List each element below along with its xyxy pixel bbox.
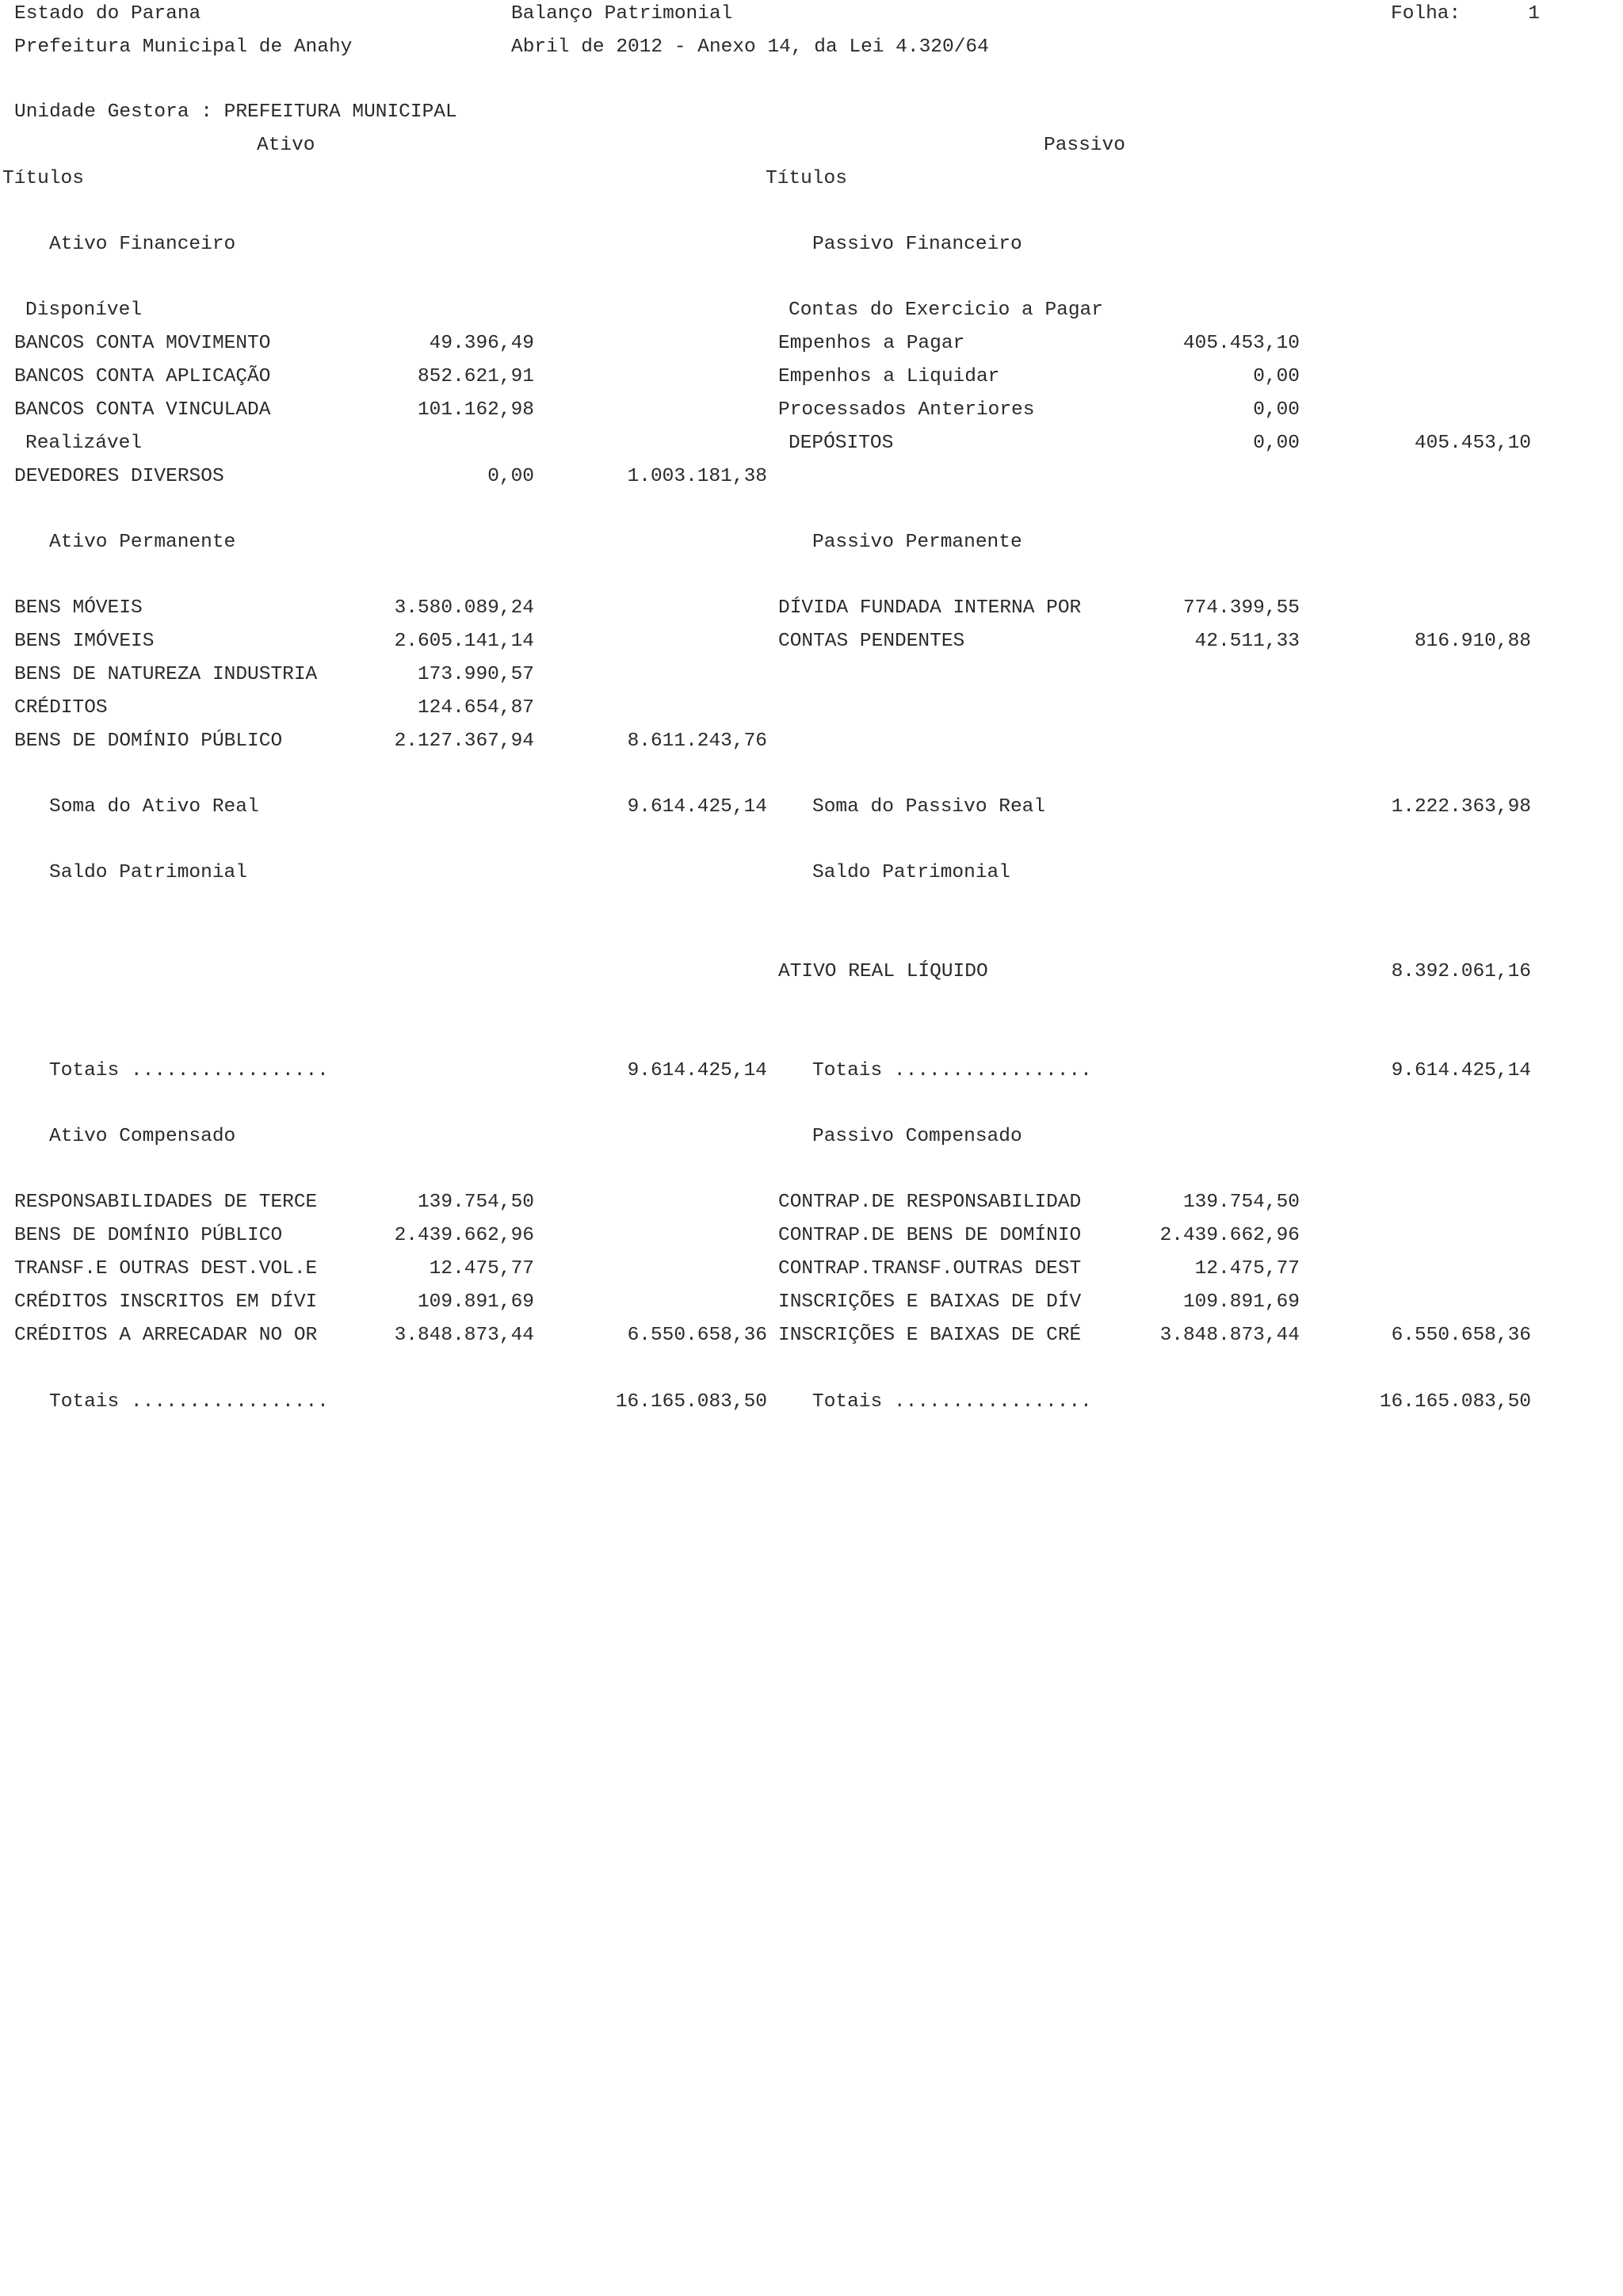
passivo-compensado-item-label: INSCRIÇÕES E BAIXAS DE CRÉ xyxy=(778,1325,1082,1346)
soma-passivo-value: 1.222.363,98 xyxy=(1391,796,1531,818)
totais-left-value: 9.614.425,14 xyxy=(627,1060,767,1081)
ativo-compensado-item-value: 109.891,69 xyxy=(417,1291,534,1313)
sheet-label: Folha: xyxy=(1391,3,1461,25)
passivo-financeiro-heading: Passivo Financeiro xyxy=(812,234,1022,255)
passivo-permanente-item-value: 774.399,55 xyxy=(1182,597,1300,619)
soma-ativo-label: Soma do Ativo Real xyxy=(49,796,259,818)
disponivel-heading: Disponível xyxy=(25,299,143,321)
ativo-financeiro-total: 1.003.181,38 xyxy=(627,466,767,487)
ativo-compensado-item-value: 12.475,77 xyxy=(429,1258,534,1280)
passivo-compensado-item-value: 3.848.873,44 xyxy=(1159,1325,1300,1346)
ativo-compensado-item-value: 3.848.873,44 xyxy=(394,1325,534,1346)
passivo-permanente-item-label: DÍVIDA FUNDADA INTERNA POR xyxy=(778,597,1082,619)
ativo-permanente-item-value: 2.127.367,94 xyxy=(394,730,534,752)
ativo-real-liquido-value: 8.392.061,16 xyxy=(1391,961,1531,982)
totais-compensado-left-value: 16.165.083,50 xyxy=(615,1391,767,1413)
devedores-diversos-value: 0,00 xyxy=(487,466,534,487)
ativo-compensado-item-label: BENS DE DOMÍNIO PÚBLICO xyxy=(14,1225,283,1246)
ativo-financeiro-heading: Ativo Financeiro xyxy=(49,234,236,255)
saldo-patrimonial-right: Saldo Patrimonial xyxy=(812,862,1010,883)
ativo-compensado-item-label: TRANSF.E OUTRAS DEST.VOL.E xyxy=(14,1258,318,1280)
ativo-financeiro-item-value: 49.396,49 xyxy=(429,333,534,354)
totais-compensado-left-label: Totais ................. xyxy=(49,1391,329,1413)
passivo-compensado-total: 6.550.658,36 xyxy=(1391,1325,1531,1346)
ativo-permanente-item-label: BENS MÓVEIS xyxy=(14,597,143,619)
ativo-permanente-item-value: 3.580.089,24 xyxy=(394,597,534,619)
passivo-permanente-total: 816.910,88 xyxy=(1414,631,1531,652)
ativo-compensado-item-value: 139.754,50 xyxy=(417,1192,534,1213)
ativo-permanente-item-label: CRÉDITOS xyxy=(14,697,108,719)
passivo-financeiro-item-label: DEPÓSITOS xyxy=(789,433,894,454)
passivo-compensado-item-value: 12.475,77 xyxy=(1194,1258,1300,1280)
totais-right-label: Totais ................. xyxy=(812,1060,1092,1081)
titulos-left-heading: Títulos xyxy=(2,168,84,189)
totais-right-value: 9.614.425,14 xyxy=(1391,1060,1531,1081)
ativo-compensado-item-label: CRÉDITOS A ARRECADAR NO OR xyxy=(14,1325,318,1346)
ativo-compensado-item-label: RESPONSABILIDADES DE TERCE xyxy=(14,1192,318,1213)
totais-left-label: Totais ................. xyxy=(49,1060,329,1081)
passivo-financeiro-item-label: Empenhos a Liquidar xyxy=(778,366,1000,387)
passivo-compensado-item-value: 139.754,50 xyxy=(1182,1192,1300,1213)
ativo-compensado-item-label: CRÉDITOS INSCRITOS EM DÍVI xyxy=(14,1291,318,1313)
ativo-compensado-heading: Ativo Compensado xyxy=(49,1126,236,1147)
saldo-patrimonial-left: Saldo Patrimonial xyxy=(49,862,247,883)
ativo-column-heading: Ativo xyxy=(257,135,315,156)
titulos-right-heading: Títulos xyxy=(766,168,847,189)
ativo-real-liquido-label: ATIVO REAL LÍQUIDO xyxy=(778,961,988,982)
passivo-financeiro-item-value: 0,00 xyxy=(1253,399,1300,421)
contas-exercicio-heading: Contas do Exercicio a Pagar xyxy=(789,299,1103,321)
ativo-financeiro-item-value: 101.162,98 xyxy=(417,399,534,421)
ativo-permanente-item-label: BENS DE DOMÍNIO PÚBLICO xyxy=(14,730,283,752)
soma-passivo-label: Soma do Passivo Real xyxy=(812,796,1046,818)
managing-unit: Unidade Gestora : PREFEITURA MUNICIPAL xyxy=(14,101,457,123)
totais-compensado-right-value: 16.165.083,50 xyxy=(1379,1391,1531,1413)
passivo-column-heading: Passivo xyxy=(1044,135,1125,156)
sheet-number: 1 xyxy=(1528,3,1540,25)
ativo-permanente-item-value: 2.605.141,14 xyxy=(394,631,534,652)
passivo-permanente-item-value: 42.511,33 xyxy=(1194,631,1300,652)
ativo-compensado-item-value: 2.439.662,96 xyxy=(394,1225,534,1246)
passivo-financeiro-item-label: Processados Anteriores xyxy=(778,399,1035,421)
ativo-permanente-item-value: 124.654,87 xyxy=(417,697,534,719)
passivo-financeiro-item-value: 0,00 xyxy=(1253,366,1300,387)
state-name: Estado do Parana xyxy=(14,3,201,25)
passivo-compensado-item-label: CONTRAP.DE RESPONSABILIDAD xyxy=(778,1192,1082,1213)
passivo-compensado-item-label: CONTRAP.TRANSF.OUTRAS DEST xyxy=(778,1258,1082,1280)
passivo-compensado-item-value: 2.439.662,96 xyxy=(1159,1225,1300,1246)
report-title: Balanço Patrimonial xyxy=(511,3,733,25)
ativo-permanente-heading: Ativo Permanente xyxy=(49,532,236,553)
totais-compensado-right-label: Totais ................. xyxy=(812,1391,1092,1413)
ativo-permanente-total: 8.611.243,76 xyxy=(627,730,767,752)
passivo-financeiro-total: 405.453,10 xyxy=(1414,433,1531,454)
passivo-financeiro-item-label: Empenhos a Pagar xyxy=(778,333,965,354)
ativo-financeiro-item-value: 852.621,91 xyxy=(417,366,534,387)
municipality-name: Prefeitura Municipal de Anahy xyxy=(14,36,353,58)
devedores-diversos-label: DEVEDORES DIVERSOS xyxy=(14,466,224,487)
realizavel-heading: Realizável xyxy=(25,433,143,454)
passivo-financeiro-item-value: 0,00 xyxy=(1253,433,1300,454)
ativo-financeiro-item-label: BANCOS CONTA VINCULADA xyxy=(14,399,271,421)
passivo-permanente-item-label: CONTAS PENDENTES xyxy=(778,631,965,652)
passivo-compensado-item-label: CONTRAP.DE BENS DE DOMÍNIO xyxy=(778,1225,1082,1246)
passivo-compensado-heading: Passivo Compensado xyxy=(812,1126,1022,1147)
passivo-permanente-heading: Passivo Permanente xyxy=(812,532,1022,553)
soma-ativo-value: 9.614.425,14 xyxy=(627,796,767,818)
report-period: Abril de 2012 - Anexo 14, da Lei 4.320/64 xyxy=(511,36,989,58)
ativo-compensado-total: 6.550.658,36 xyxy=(627,1325,767,1346)
ativo-financeiro-item-label: BANCOS CONTA MOVIMENTO xyxy=(14,333,271,354)
ativo-permanente-item-label: BENS DE NATUREZA INDUSTRIA xyxy=(14,664,318,685)
passivo-compensado-item-value: 109.891,69 xyxy=(1182,1291,1300,1313)
passivo-financeiro-item-value: 405.453,10 xyxy=(1182,333,1300,354)
ativo-financeiro-item-label: BANCOS CONTA APLICAÇÃO xyxy=(14,366,271,387)
passivo-compensado-item-label: INSCRIÇÕES E BAIXAS DE DÍV xyxy=(778,1291,1082,1313)
ativo-permanente-item-value: 173.990,57 xyxy=(417,664,534,685)
ativo-permanente-item-label: BENS IMÓVEIS xyxy=(14,631,155,652)
